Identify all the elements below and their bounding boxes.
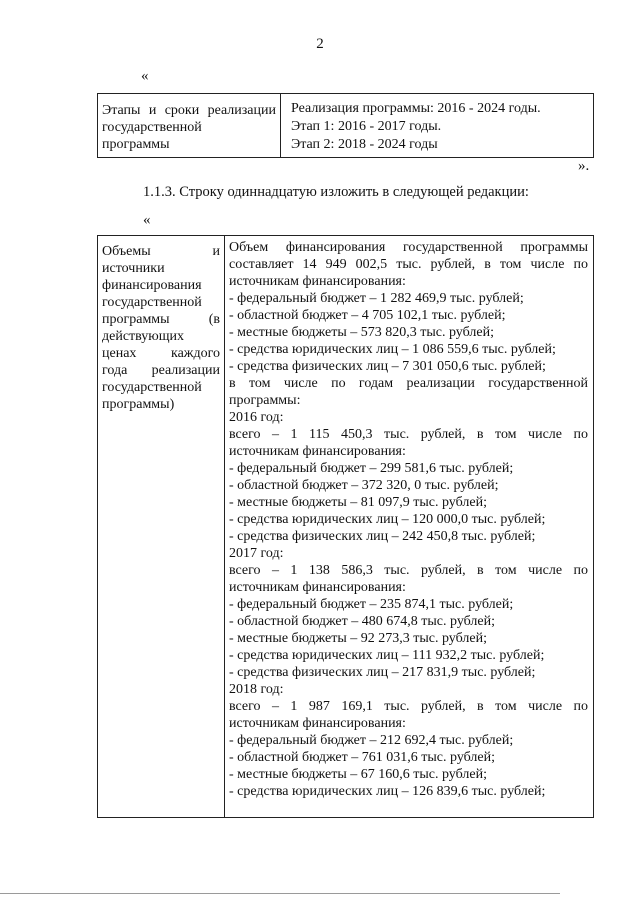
funding-value-line: - областной бюджет – 4 705 102,1 тыс. рублей;	[229, 308, 506, 323]
funding-value-line: 2017 год:	[229, 546, 284, 561]
closing-quote-1: ».	[578, 158, 590, 174]
funding-value-line: - средства юридических лиц – 126 839,6 тыс. рублей;	[229, 784, 546, 799]
funding-label-cell	[98, 236, 225, 818]
funding-value-line: всего – 1 987 169,1 тыс. рублей, в том числе по	[229, 699, 588, 714]
funding-label-line: года реализации	[102, 363, 220, 378]
stages-value-line: Этап 2: 2018 - 2024 годы	[291, 137, 438, 152]
funding-value-line: 2018 год:	[229, 682, 284, 697]
funding-value-line: 2016 год:	[229, 410, 284, 425]
funding-value-line: источникам финансирования:	[229, 716, 406, 731]
funding-value-line: - средства физических лиц – 242 450,8 тыс. рублей;	[229, 529, 536, 544]
stages-value-line: Реализация программы: 2016 - 2024 годы.	[291, 101, 541, 116]
funding-value-line: - средства юридических лиц – 1 086 559,6 тыс. рублей;	[229, 342, 556, 357]
funding-value-line: - областной бюджет – 480 674,8 тыс. рублей;	[229, 614, 495, 629]
funding-value-line: - местные бюджеты – 81 097,9 тыс. рублей;	[229, 495, 487, 510]
funding-value-line: - областной бюджет – 761 031,6 тыс. рублей;	[229, 750, 495, 765]
footer-scan-line	[0, 893, 560, 894]
funding-table	[97, 235, 594, 818]
stages-row	[98, 94, 594, 158]
funding-label-line: программы)	[102, 397, 175, 412]
stages-label-line: государственной	[102, 120, 202, 135]
funding-label-line: Объемы и	[102, 244, 220, 259]
stages-value-cell	[281, 94, 594, 158]
funding-value-line: - средства юридических лиц – 111 932,2 тыс. рублей;	[229, 648, 545, 663]
funding-value-line: источникам финансирования:	[229, 580, 406, 595]
funding-value-line: - средства физических лиц – 7 301 050,6 тыс. рублей;	[229, 359, 546, 374]
funding-label-line: государственной	[102, 295, 202, 310]
funding-value-line: - средства юридических лиц – 120 000,0 тыс. рублей;	[229, 512, 546, 527]
stages-label-line: Этапы и сроки реализации	[102, 103, 276, 118]
funding-value-line: - местные бюджеты – 67 160,6 тыс. рублей;	[229, 767, 487, 782]
stages-table	[97, 93, 594, 158]
funding-value-line: всего – 1 138 586,3 тыс. рублей, в том числе по	[229, 563, 588, 578]
opening-quote-2: «	[143, 212, 151, 228]
funding-value-line: программы:	[229, 393, 301, 408]
funding-value-line: - федеральный бюджет – 1 282 469,9 тыс. рублей;	[229, 291, 524, 306]
funding-row	[98, 236, 594, 818]
funding-value-line: - федеральный бюджет – 299 581,6 тыс. рублей;	[229, 461, 514, 476]
funding-value-line: - федеральный бюджет – 235 874,1 тыс. рублей;	[229, 597, 514, 612]
funding-label-line: действующих	[102, 329, 185, 344]
opening-quote-1: «	[141, 68, 149, 84]
funding-value-cell	[225, 236, 594, 818]
funding-value-line: составляет 14 949 002,5 тыс. рублей, в том числе по	[229, 257, 588, 272]
funding-value-line: - средства физических лиц – 217 831,9 тыс. рублей;	[229, 665, 536, 680]
funding-label-line: программы (в	[102, 312, 220, 327]
stages-label-cell	[98, 94, 281, 158]
stages-label-line: программы	[102, 137, 170, 152]
funding-value-line: всего – 1 115 450,3 тыс. рублей, в том числе по	[229, 427, 588, 442]
paragraph-1-1-3: 1.1.3. Строку одиннадцатую изложить в следующей редакции:	[143, 184, 529, 200]
funding-label-line: источники	[102, 261, 165, 276]
funding-value-line: - федеральный бюджет – 212 692,4 тыс. рублей;	[229, 733, 514, 748]
funding-value-line: - областной бюджет – 372 320, 0 тыс. рублей;	[229, 478, 499, 493]
funding-value-line: в том числе по годам реализации государственной	[229, 376, 588, 391]
funding-label-line: финансирования	[102, 278, 202, 293]
funding-value-line: - местные бюджеты – 573 820,3 тыс. рублей;	[229, 325, 494, 340]
page-number: 2	[316, 36, 324, 52]
stages-value-line: Этап 1: 2016 - 2017 годы.	[291, 119, 442, 134]
funding-value-line: источникам финансирования:	[229, 444, 406, 459]
funding-label-line: ценах каждого	[102, 346, 220, 361]
funding-value-line: источникам финансирования:	[229, 274, 406, 289]
funding-value-line: Объем финансирования государственной программы	[229, 240, 588, 255]
funding-label-line: государственной	[102, 380, 202, 395]
funding-value-line: - местные бюджеты – 92 273,3 тыс. рублей;	[229, 631, 487, 646]
